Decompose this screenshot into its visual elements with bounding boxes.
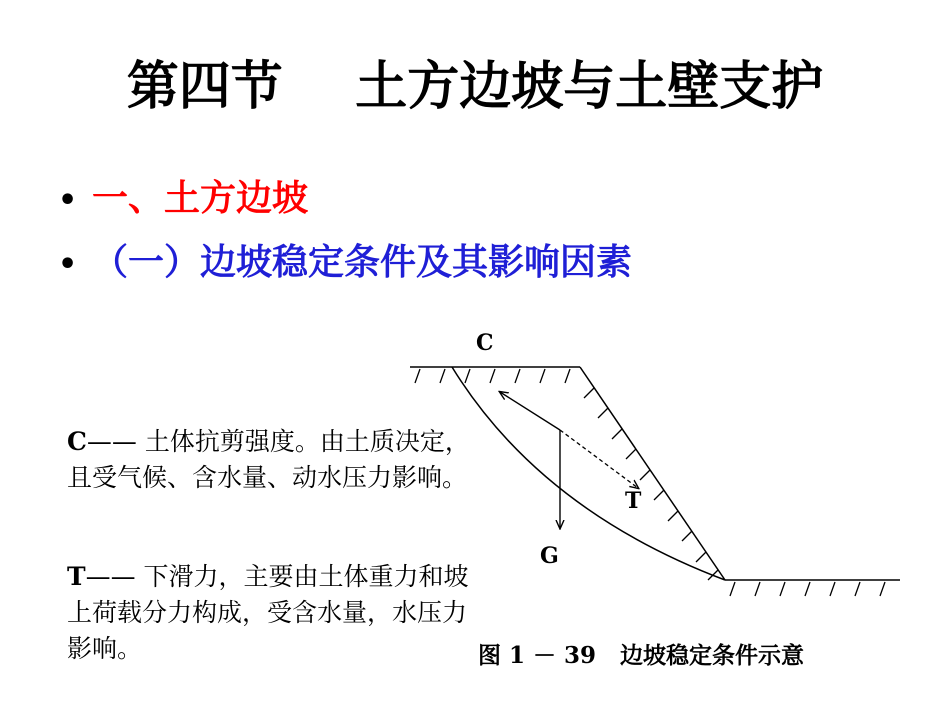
- bullet-slope-stability: [58, 240, 632, 288]
- label-t: T: [625, 488, 642, 514]
- label-g: G: [540, 543, 559, 569]
- bottom-ground-hatching: [730, 582, 885, 596]
- bullet-dot: •: [58, 247, 78, 282]
- note-key: C: [67, 427, 87, 456]
- slip-surface-curve: [452, 367, 725, 580]
- note-key: T: [67, 562, 86, 591]
- figure-caption: 图 1 － 39 边坡稳定条件示意: [478, 642, 805, 669]
- resisting-force-arrow: [500, 392, 560, 430]
- bullet-earthwork-slope: [58, 176, 308, 224]
- slope-stability-diagram: [400, 320, 920, 630]
- note-text: —— 下滑力，主要由土体重力和坡上荷载分力构成，受含水量，水压力影响。: [67, 562, 469, 663]
- bullet-text: （一）边坡稳定条件及其影响因素: [92, 242, 633, 283]
- bullet-dot: •: [58, 183, 78, 218]
- slope-hatching: [584, 388, 718, 580]
- top-ground-hatching: [415, 369, 570, 383]
- slide-title: 第四节 土方边坡与土壁支护: [126, 57, 824, 117]
- bullet-text: 一、土方边坡: [92, 178, 309, 219]
- label-c: C: [476, 330, 494, 356]
- note-text: —— 土体抗剪强度。由土质决定，且受气候、含水量、动水压力影响。: [67, 427, 470, 492]
